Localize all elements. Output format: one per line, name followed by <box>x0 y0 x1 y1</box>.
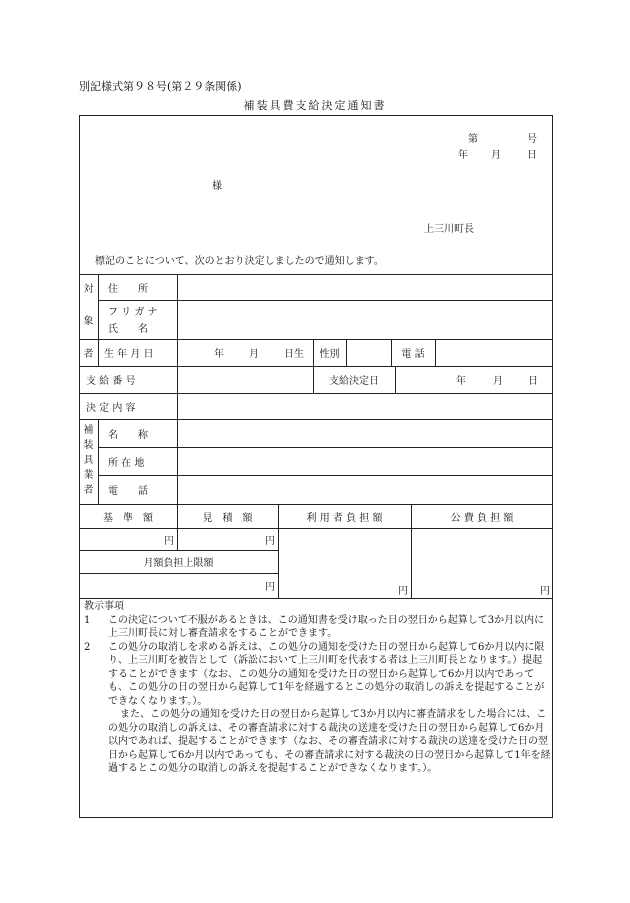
instruction-item <box>84 614 552 641</box>
birthdate-label: 生 年 月 日 <box>104 349 154 360</box>
notice-date-year: 年 <box>458 150 468 161</box>
supplier-address-label: 所 在 地 <box>108 457 145 469</box>
form-number: 別記様式第９８号(第２９条関係) <box>79 80 242 93</box>
address-label: 住 所 <box>108 283 148 295</box>
supplier-phone-label: 電 話 <box>108 486 148 497</box>
public-burden-yen: 円 <box>540 585 550 597</box>
subject-group-char: 対 <box>83 283 94 295</box>
instruction-number: 2 <box>84 641 91 653</box>
monthly-cap-yen: 円 <box>265 582 275 593</box>
supplier-group-char: 者 <box>83 485 94 496</box>
supplier-group-char: 業 <box>83 470 94 481</box>
instructions <box>84 600 552 776</box>
supplier-group-char: 装 <box>83 440 94 451</box>
subject-group-char: 象 <box>83 316 94 327</box>
addressee-suffix: 様 <box>212 181 222 192</box>
notice-date-month: 月 <box>491 150 501 161</box>
furigana-label: フ リ ガ ナ <box>108 307 158 318</box>
page-title: 補装具費支給決定通知書 <box>243 99 387 112</box>
phone-label: 電 話 <box>401 349 425 360</box>
table-line <box>98 274 99 366</box>
instruction-item <box>84 641 552 709</box>
supplier-group-char: 補 <box>83 425 94 436</box>
payment-number-label: 支 給 番 号 <box>86 376 136 387</box>
instruction-number: 1 <box>84 614 91 626</box>
payment-date-month: 月 <box>493 376 503 387</box>
payment-date-label: 支給決定日 <box>329 376 379 387</box>
instruction-text: この決定について不服があるときは、この通知書を受け取った日の翌日から起算して3か月以内に上三川町長に対し審査請求をすることができます。 <box>108 614 545 639</box>
notice-date-day: 日 <box>527 150 537 161</box>
birth-month: 月 <box>249 349 259 360</box>
table-line <box>435 339 436 366</box>
issuer: 上三川町長 <box>424 224 474 235</box>
table-line <box>346 339 347 366</box>
notice-statement: 標記のことについて、次のとおり決定しましたので通知します。 <box>95 256 384 267</box>
subject-group-char: 者 <box>83 349 94 360</box>
standard-amount-header: 基 準 額 <box>103 512 153 524</box>
public-burden-header: 公 費 負 担 額 <box>450 512 514 524</box>
instruction-text: この処分の取消しを求める訴えは、この処分の通知を受けた日の翌日から起算して6か月以内に限り、上三川町を被告として（訴訟において上三川町を代表する者は上三川町長となります。）提起することができます（なお、この処分の通知を受けた日の翌日から起算して6か月以内であっても、この処分の日の翌日から起算して1年を経過するとこの処分の取消しの訴えを提起することができなくなります。）。 <box>108 641 545 707</box>
birth-day: 日生 <box>284 349 304 360</box>
instructions-heading: 教示事項 <box>84 601 124 612</box>
monthly-cap-label: 月額負担上限額 <box>143 558 214 569</box>
sex-label: 性別 <box>319 349 340 360</box>
payment-date-year: 年 <box>456 376 466 387</box>
supplier-group-label <box>79 423 98 498</box>
table-line <box>395 366 396 393</box>
notice-number-suffix: 号 <box>527 134 537 145</box>
decision-label: 決 定 内 容 <box>86 402 136 414</box>
name-label: 氏 名 <box>108 324 148 335</box>
table-line <box>177 274 178 528</box>
supplier-group-char: 具 <box>83 455 94 466</box>
notice-number-prefix: 第 <box>468 134 478 145</box>
birth-year: 年 <box>214 349 224 360</box>
user-burden-yen: 円 <box>398 585 408 597</box>
table-line <box>79 598 553 599</box>
estimate-amount-header: 見 積 額 <box>202 512 253 524</box>
payment-date-day: 日 <box>528 376 538 387</box>
standard-amount-yen: 円 <box>164 535 174 547</box>
supplier-name-label: 名 称 <box>108 429 148 441</box>
table-line <box>98 300 553 301</box>
user-burden-header: 利 用 者 負 担 額 <box>306 512 383 524</box>
estimate-amount-yen: 円 <box>265 535 275 547</box>
instruction-continuation: また、この処分の通知を受けた日の翌日から起算して3か月以内に審査請求をした場合には、この処分の取消しの訴えは、その審査請求に対する裁決の送達を受けた日の翌日から起算して6か月以内であれば、提起することができます（なお、その審査請求に対する裁決の送達を受けた日の翌日から起算して6か月以内であっても、その審査請求に対する裁決の日の翌日から起算して1年を経過するとこの処分の取消しの訴えを提起することができなくなります。）。 <box>108 709 551 774</box>
table-line <box>98 419 99 504</box>
